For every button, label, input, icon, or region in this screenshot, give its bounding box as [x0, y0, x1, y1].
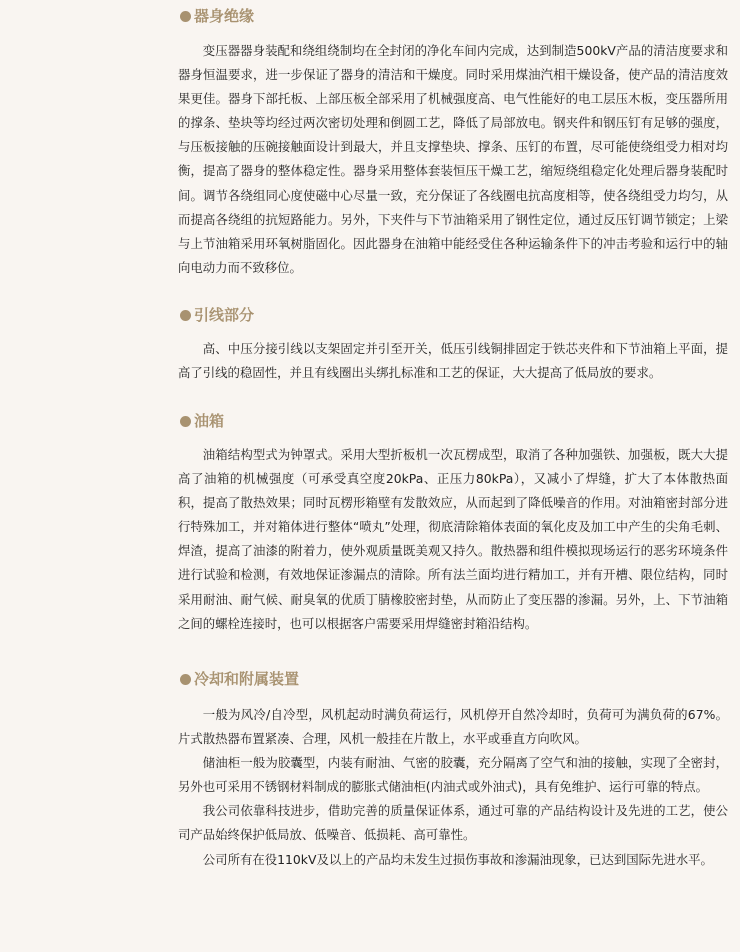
bullet-icon: [180, 416, 191, 427]
section-paragraph: 储油柜一般为胶囊型，内装有耐油、气密的胶囊，充分隔离了空气和油的接触，实现了全密封，另外也可采用不锈钢材料制成的膨胀式储油柜(内油式或外油式)，具有免维护、运行可靠的特点。: [178, 755, 728, 795]
section-title: 冷却和附属装置: [194, 670, 300, 688]
section-insulation: [178, 5, 728, 280]
section-heading: [178, 304, 728, 326]
section-heading: [178, 668, 728, 690]
bullet-icon: [180, 674, 191, 685]
section-title: 引线部分: [194, 306, 255, 324]
section-paragraph: 一般为风冷/自冷型，风机起动时满负荷运行，风机停开自然冷却时，负荷可为满负荷的67%。片式散热器布置紧凑、合理，风机一般挂在片散上，水平或垂直方向吹风。: [178, 707, 728, 747]
section-paragraph: 油箱结构型式为钟罩式。采用大型折板机一次瓦楞成型，取消了各种加强铁、加强板，既大大提高了油箱的机械强度（可承受真空度20kPa、正压力80kPa），又减小了焊缝，扩大了本体散热面积，提高了散热效果；同时瓦楞形箱壁有发散效应，从而起到了降低噪音的作用。对油箱密封部分进行特殊加工，并对箱体进行整体“喷丸”处理，彻底清除箱体表面的氧化皮及加工中产生的尖角毛刺、焊渣，提高了油漆的附着力，使外观质量既美观又持久。散热器和组件模拟现场运行的恶劣环境条件进行试验和检测，有效地保证渗漏点的清除。所有法兰面均进行精加工，并有开槽、限位结构，同时采用耐油、耐气候、耐臭氧的优质丁腈橡胶密封垫，从而防止了变压器的渗漏。另外，上、下节油箱之间的螺栓连接时，也可以根据客户需要采用焊缝密封箱沿结构。: [178, 447, 728, 631]
section-heading: [178, 410, 728, 432]
section-heading: [178, 5, 728, 27]
section-paragraph: 公司所有在役110kV及以上的产品均未发生过损伤事故和渗漏油现象，已达到国际先进水平。: [202, 851, 713, 867]
bullet-icon: [180, 11, 191, 22]
section-paragraph: 高、中压分接引线以支架固定并引至开关，低压引线铜排固定于铁芯夹件和下节油箱上平面，提高了引线的稳固性，并且有线圈出头绑扎标准和工艺的保证，大大提高了低局放的要求。: [178, 341, 728, 381]
bullet-icon: [180, 310, 191, 321]
section-paragraph: 我公司依靠科技进步，借助完善的质量保证体系，通过可靠的产品结构设计及先进的工艺，使公司产品始终保护低局放、低噪音、低损耗、高可靠性。: [178, 803, 728, 843]
section-tank: [178, 410, 728, 636]
section-title: 器身绝缘: [194, 7, 255, 25]
section-title: 油箱: [194, 412, 225, 430]
section-leads: [178, 304, 728, 385]
section-paragraph: 变压器器身装配和绕组绕制均在全封闭的净化车间内完成，达到制造500kV产品的清洁度要求和器身恒温要求，进一步保证了器身的清洁和干燥度。同时采用煤油汽相干燥设备，使产品的清洁度效果更佳。器身下部托板、上部压板全部采用了机械强度高、电气性能好的电工层压木板，变压器所用的撑条、垫块等均经过两次密切处理和倒圆工艺，降低了局部放电。钢夹件和钢压钉有足够的强度，与压板接触的压碗接触面设计到最大，并且支撑垫块、撑条、压钉的布置，尽可能使绕组受力相对均衡，提高了器身的整体稳定性。器身采用整体套装恒压干燥工艺，缩短绕组稳定化处理后器身装配时间。调节各绕组同心度使磁中心尽量一致，充分保证了各线圈电抗高度相等，使各绕组受力均匀，从而提高各绕组的抗短路能力。另外，下夹件与下节油箱采用了钢性定位，通过反压钉调节锁定；上梁与上节油箱采用环氧树脂固化。因此器身在油箱中能经受住各种运输条件下的冲击考验和运行中的轴向电动力而不致移位。: [178, 43, 728, 275]
section-cooling: [178, 668, 728, 872]
